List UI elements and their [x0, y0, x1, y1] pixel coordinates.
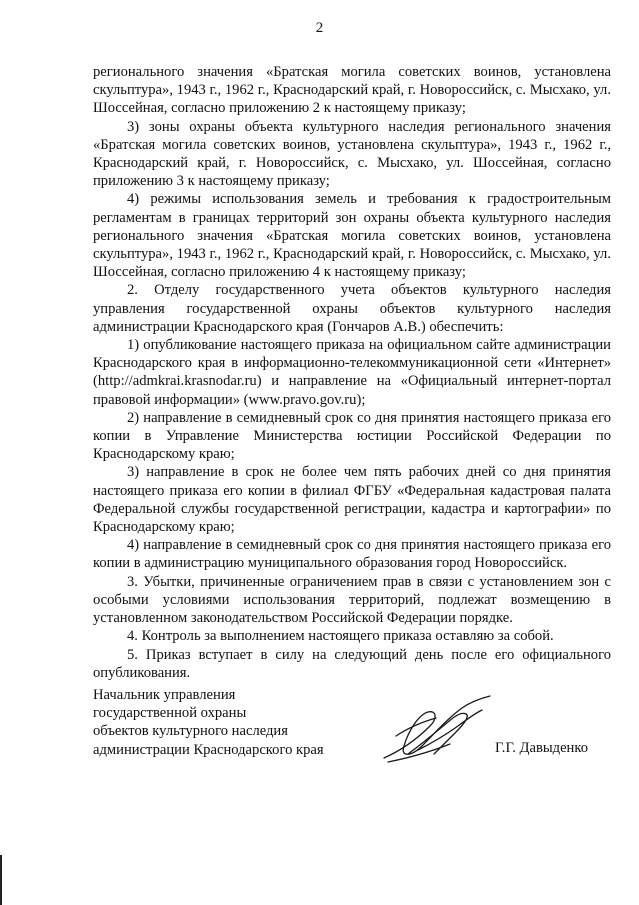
signatory-position-line: государственной охраны: [93, 705, 247, 722]
paragraph-continuation: регионального значения «Братская могила советских воинов, установлена скульптура», 1943 г., 1962 г., Краснодарский край, г. Новороссийск, с. Мысхако, ул. Шоссейная, согласно приложению 2 к настоящему приказу;: [93, 64, 611, 117]
order-body-text: [93, 63, 611, 682]
signatory-position-line: объектов культурного наследия: [93, 723, 288, 740]
paragraph-section-4-control: 4. Контроль за выполнением настоящего приказа оставляю за собой.: [127, 628, 554, 645]
paragraph-subitem-3-cadastral-chamber: 3) направление в срок не более чем пять рабочих дней со дня принятия настоящего приказа его копии в филиал ФГБУ «Федеральная кадастровая палата Федеральной службы государственной регистрации, кадастра и картографии» по Краснодарскому краю;: [93, 464, 611, 536]
paragraph-section-5-entry-into-force: 5. Приказ вступает в силу на следующий день после его официального опубликования.: [93, 646, 611, 681]
paragraph-item-4-land-use-regimes: 4) режимы использования земель и требования к градостроительным регламентам в границах территорий зон охраны объекта культурного наследия регионального значения «Братская могила советских воинов, установлена скульптура», 1943 г., 1962 г., Краснодарский край, г. Новороссийск, с. Мысхако, ул. Шоссейная, согласно приложению 4 к настоящему приказу;: [93, 191, 611, 281]
paragraph-subitem-2-ministry-of-justice: 2) направление в семидневный срок со дня принятия настоящего приказа его копии в Управление Министерства юстиции Российской Федерации по Краснодарскому краю;: [93, 409, 611, 463]
page-edge-line: [0, 855, 2, 905]
paragraph-item-3-protection-zones: 3) зоны охраны объекта культурного наследия регионального значения «Братская могила советских воинов, установлена скульптура», 1943 г., 1962 г., Краснодарский край, г. Новороссийск, с. Мысхако, ул. Шоссейная, согласно приложению 3 к настоящему приказу;: [93, 118, 611, 190]
signatory-position-line: Начальник управления: [93, 687, 236, 703]
handwritten-signature: [378, 692, 496, 768]
paragraph-section-2-registration-department: 2. Отделу государственного учета объектов культурного наследия управления государственной охраны объектов культурного наследия администрации Краснодарского края (Гончаров А.В.) обеспечить:: [93, 282, 611, 335]
page-number: 2: [315, 20, 324, 36]
signatory-position-line: администрации Краснодарского края: [93, 741, 324, 758]
signatory-name: Г.Г. Давыденко: [495, 740, 589, 756]
paragraph-section-3-losses: 3. Убытки, причиненные ограничением прав в связи с установлением зон с особыми условиями использования территорий, подлежат возмещению в установленном законодательством Российской Федерации порядке.: [93, 573, 611, 627]
paragraph-subitem-1-publication: 1) опубликование настоящего приказа на официальном сайте администрации Краснодарского края в информационно-телекоммуникационной сети «Интернет» (http://admkrai.krasnodar.ru) и направление на «Официальный интернет-портал правовой информации» (www.pravo.gov.ru);: [93, 337, 611, 408]
paragraph-subitem-4-novorossiysk-administration: 4) направление в семидневный срок со дня принятия настоящего приказа его копии в администрацию муниципального образования город Новороссийск.: [93, 537, 611, 572]
signatory-position: [93, 686, 324, 759]
